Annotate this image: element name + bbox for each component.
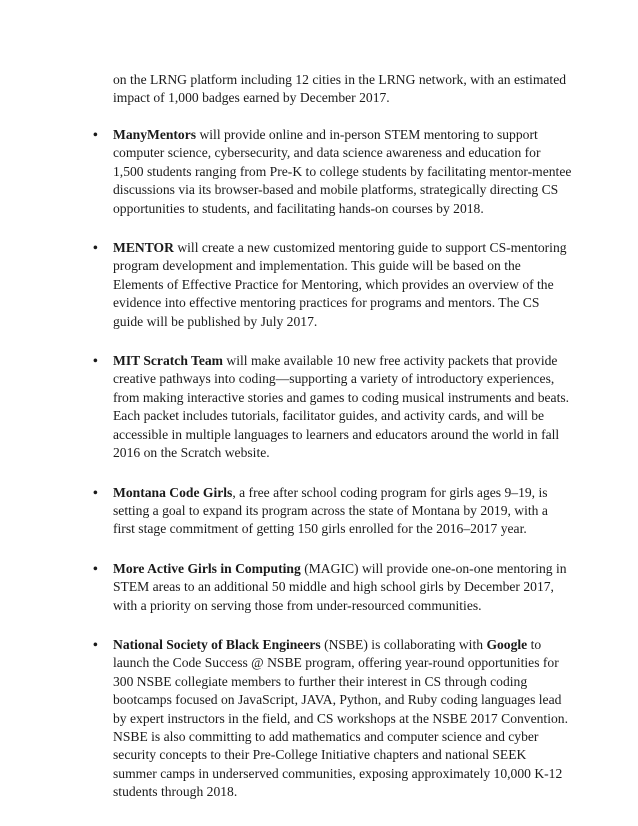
org-name: Montana Code Girls bbox=[113, 484, 233, 500]
continued-paragraph: on the LRNG platform including 12 cities in the LRNG network, with an estimated impact of 1,000 badges earned by December 2017. bbox=[113, 72, 567, 106]
org-description: (NSBE) is collaborating with bbox=[320, 636, 487, 652]
list-item-nsbe bbox=[93, 636, 573, 802]
list-item-text bbox=[113, 560, 573, 615]
list-item-text bbox=[113, 126, 573, 218]
bullet-icon: • bbox=[93, 353, 98, 369]
org-name: More Active Girls in Computing bbox=[113, 560, 301, 576]
bullet-icon: • bbox=[93, 636, 98, 652]
org-name: National Society of Black Engineers bbox=[113, 636, 321, 652]
list-item-magic bbox=[93, 560, 573, 615]
org-description: , a free after school coding program for girls ages 9–19, is setting a goal to expand its program across the state of Montana by 2019, with a first stage commitment of getting 150 girls enrolled for the 2016–2017 year. bbox=[113, 484, 548, 537]
org-description: (MAGIC) will provide one-on-one mentoring in STEM areas to an additional 50 middle and high school girls by December 2017, with a priority on serving those from under-resourced communities. bbox=[113, 560, 567, 613]
list-item-text bbox=[113, 484, 573, 539]
list-item-text bbox=[113, 352, 573, 462]
org-description: will provide online and in-person STEM mentoring to support computer science, cybersecurity, and data science awareness and education for 1,500 students ranging from Pre-K to college students by facilitating mentor-mentee discussions via its browser-based and mobile platforms, strategically directing CS opportunities to students, and facilitating hands-on courses by 2018. bbox=[113, 127, 572, 216]
list-item-text bbox=[113, 239, 573, 331]
list-item-mentor bbox=[93, 239, 573, 331]
list-item-mit-scratch-team bbox=[93, 352, 573, 462]
bullet-icon: • bbox=[93, 127, 98, 142]
org-description: will create a new customized mentoring guide to support CS-mentoring program development and implementation. This guide will be based on the Elements of Effective Practice for Mentoring, which provides an overview of the evidence into effective mentoring practices for programs and mentors. The CS guide will be published by July 2017. bbox=[113, 240, 567, 329]
list-item-text bbox=[113, 636, 573, 802]
org-name: ManyMentors bbox=[113, 127, 197, 142]
bullet-icon: • bbox=[93, 484, 98, 500]
bullet-icon: • bbox=[93, 560, 98, 576]
partner-name: Google bbox=[486, 636, 528, 652]
list-item-montana-code-girls bbox=[93, 484, 573, 539]
org-name: MENTOR bbox=[113, 240, 174, 256]
bullet-icon: • bbox=[93, 240, 98, 256]
org-description-continued: to launch the Code Success @ NSBE program, offering year-round opportunities for 300 NSBE collegiate members to further their interest in CS through coding bootcamps focused on JavaScript, JAVA, Python, and Ruby coding languages lead by expert instructors in the field, and CS workshops at the NSBE 2017 Convention. NSBE is also committing to add mathematics and computer science and cyber security concepts to their Pre-College Initiative chapters and national SEEK summer camps in underserved communities, exposing approximately 10,000 K-12 students through 2018. bbox=[113, 636, 568, 800]
commitments-list bbox=[93, 126, 573, 823]
org-description: will make available 10 new free activity packets that provide creative pathways into coding—supporting a variety of introductory experiences, from making interactive stories and games to coding musical instruments and beats. Each packet includes tutorials, facilitator guides, and activity cards, and will be accessible in multiple languages to learners and educators around the world in fall 2016 on the Scratch website. bbox=[113, 353, 570, 461]
org-name: MIT Scratch Team bbox=[113, 353, 224, 369]
list-item-manymentors bbox=[93, 126, 573, 218]
